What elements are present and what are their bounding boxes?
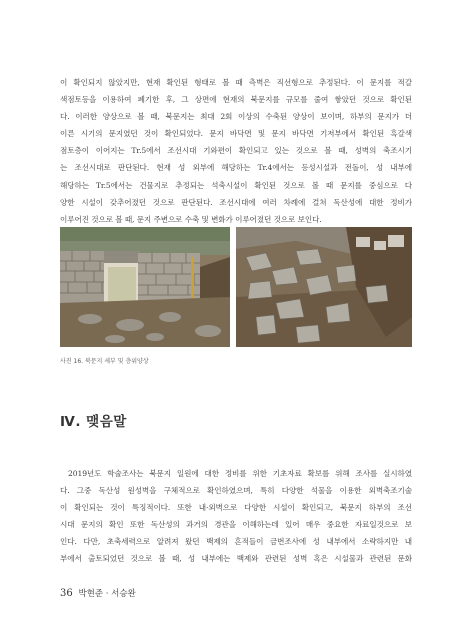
text-line: 이 확인되지 않았지만, 현재 확인된 형태로 볼 때 측벽은 직선형으로 추정된다. 이 문지를 적갈: [60, 78, 412, 87]
text-line: 는 조선시대로 판단된다. 현재 성 외부에 해당하는 Tr.4에서는 등성시설과 전돌이, 성 내부에: [60, 163, 412, 173]
section-heading: Ⅳ. 맺음말: [60, 414, 127, 430]
text-line: 이루어진 것으로 볼 때, 문지 주변으로 수축 및 변화가 이루어졌던 것으로 보인다.: [60, 214, 322, 224]
body-paragraph-bottom: [60, 465, 412, 568]
text-line: 이 확인되는 것이 특징적이다. 또한 내·외벽으로 다양한 시설이 확인되고, 북문지 하부의 조선: [60, 503, 412, 513]
north-gate-photo: [60, 227, 230, 347]
text-line: 양한 시설이 갖추어졌던 것으로 판단된다. 조선시대에 여러 차례에 걸쳐 독산성에 대한 정비가: [60, 197, 412, 207]
text-line: 2019년도 학술조사는 북문지 일원에 대한 정비를 위한 기초자료 확보를 위해 조사를 실시하였: [68, 469, 412, 478]
text-line: 다. 그중 독산성 원성벽을 구체적으로 확인하였으며, 특히 다양한 석물을 이용한 외벽축조기술: [60, 486, 412, 496]
text-line: 해당하는 Tr.5에서는 건물지로 추정되는 석축시설이 확인된 것으로 볼 때 문지를 중심으로 다: [60, 180, 412, 190]
text-line: 인다. 다만, 초축세력으로 알려져 왔던 백제의 흔적들이 금번조사에 성 내부에서 소략하지만 내: [60, 537, 412, 547]
photo-group: [60, 227, 412, 347]
photo-caption: 사진 16. 북문지 세부 및 층위양상: [60, 358, 149, 365]
text-line: 시대 문지의 확인 또한 독산성의 과거의 경관을 이해하는데 있어 매우 중요한 자료일것으로 보: [60, 520, 412, 530]
text-line: 점토층이 이어지는 Tr.5에서 조선시대 기와편이 확인되고 있는 것으로 볼 때, 성벽의 축조시기: [60, 146, 412, 156]
text-line: 부에서 출토되었던 것으로 볼 때, 성 내부에는 백제와 관련된 성벽 혹은 시설물과 관련된 문화: [60, 554, 412, 564]
text-line: 색점토등을 이용하여 폐기한 후, 그 상면에 현재의 북문지를 규모를 줄여 쌓았던 것으로 확인된: [60, 95, 412, 105]
footer-authors: 박현준 · 서승완: [78, 589, 136, 599]
page-footer: [60, 587, 136, 599]
stratigraphy-photo: [236, 227, 412, 347]
text-line: 다. 이러한 양상으로 볼 때, 북문지는 최대 2회 이상의 수축된 양상이 보이며, 하부의 문지가 더: [60, 112, 412, 122]
text-line: 이른 시기의 문지였던 것이 확인되었다. 문지 바닥면 및 문지 바닥면 기저부에서 확인된 흑갈색: [60, 129, 412, 139]
body-paragraph-top: [60, 74, 412, 228]
page-number: 36: [60, 588, 73, 599]
